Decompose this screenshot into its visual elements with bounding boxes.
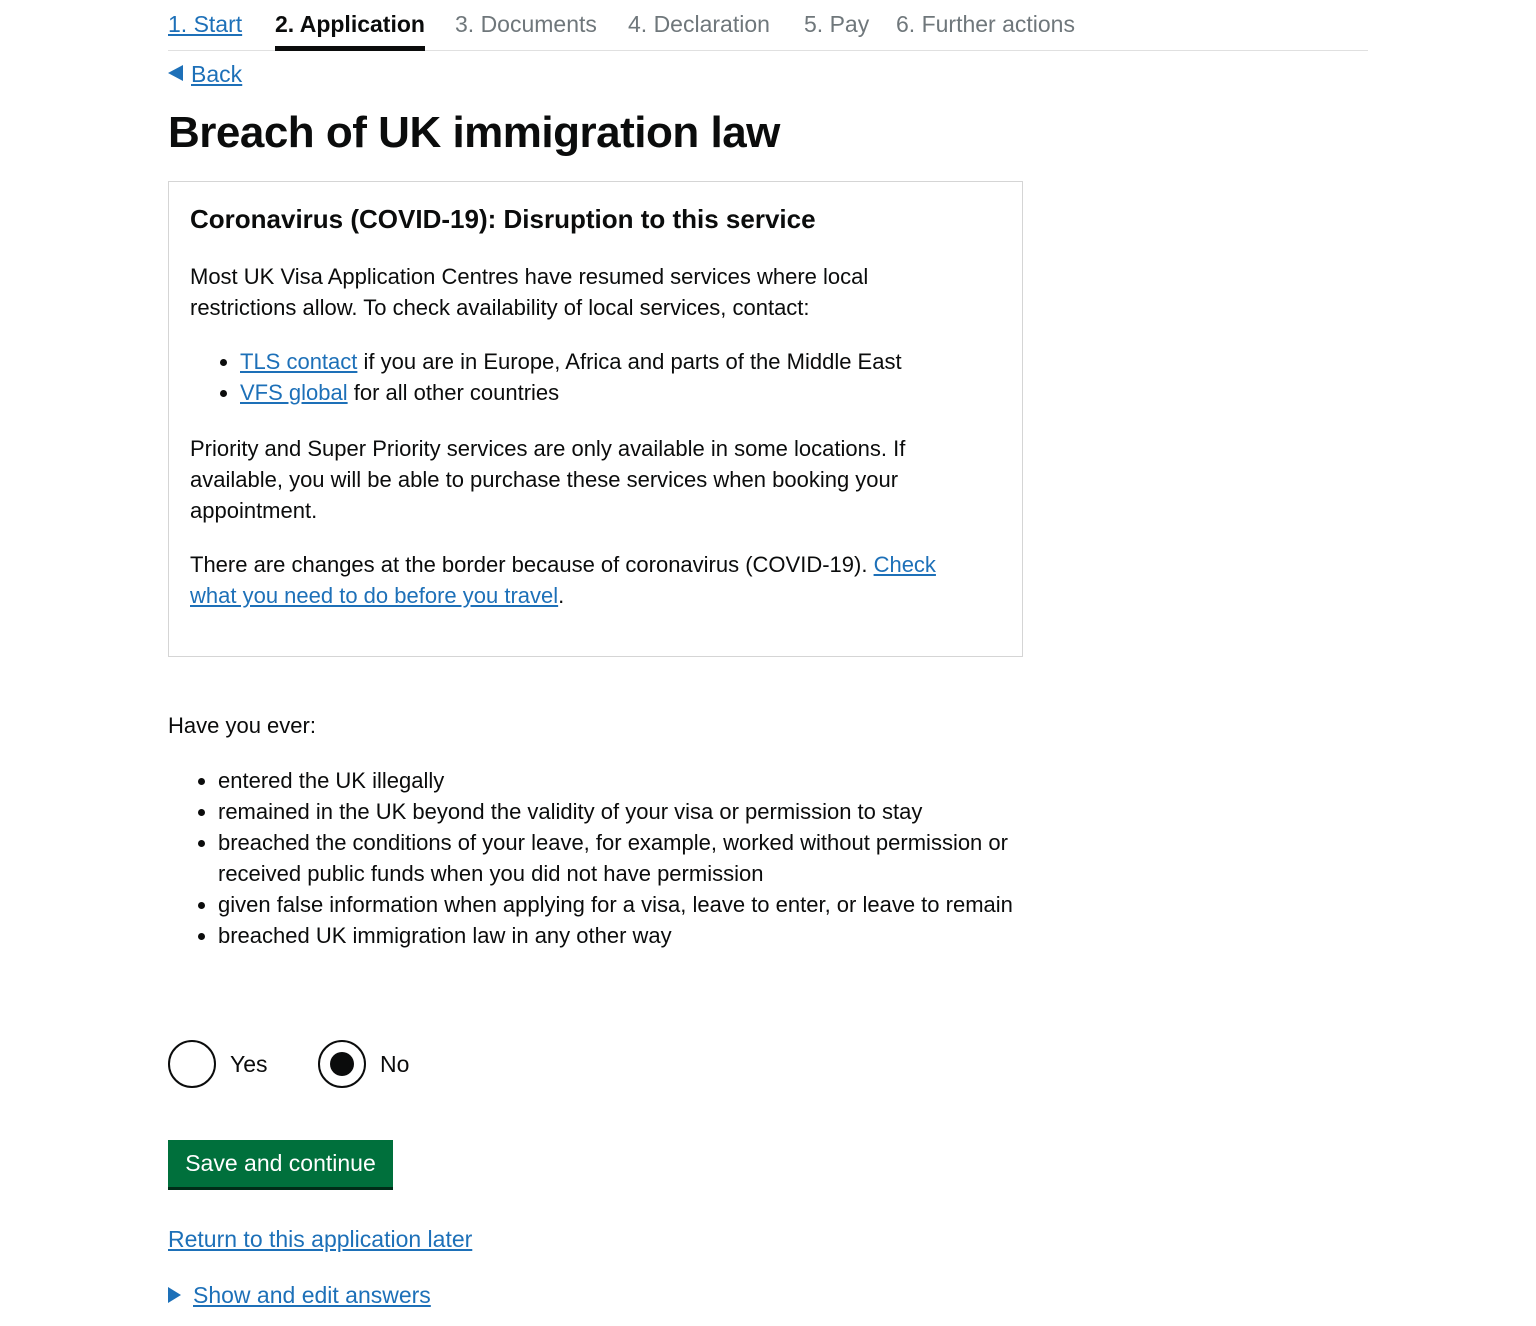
step-further-actions: 6. Further actions (896, 11, 1075, 37)
list-item: • entered the UK illegally (218, 765, 1018, 796)
list-item (240, 377, 1000, 408)
triangle-right-icon (168, 1287, 181, 1303)
show-edit-answers-label[interactable]: Show and edit answers (193, 1282, 431, 1308)
yes-no-radio-group (168, 1040, 568, 1088)
show-edit-answers-toggle[interactable] (168, 1280, 431, 1310)
step-documents: 3. Documents (455, 11, 597, 37)
step-declaration: 4. Declaration (628, 11, 770, 37)
return-later-link[interactable]: Return to this application later (168, 1226, 473, 1252)
list-item: • remained in the UK beyond the validity of your visa or permission to stay (218, 796, 1018, 827)
list-item: • breached the conditions of your leave, for example, worked without permission or received public funds when you did not have permission (218, 827, 1018, 889)
tls-contact-link[interactable]: TLS contact (240, 349, 358, 374)
step-application-current: 2. Application (275, 11, 425, 37)
radio-yes-circle[interactable] (168, 1040, 216, 1088)
step-navigation (168, 0, 1368, 51)
radio-yes[interactable] (168, 1040, 278, 1088)
list-item (240, 346, 1000, 377)
radio-yes-label[interactable]: Yes (230, 1051, 268, 1077)
radio-no[interactable] (318, 1040, 428, 1088)
tls-contact-text: if you are in Europe, Africa and parts of the Middle East (357, 349, 902, 374)
radio-no-circle[interactable] (318, 1040, 366, 1088)
contact-list (190, 346, 1000, 408)
priority-services-text: Priority and Super Priority services are only available in some locations. If available, you will be able to purchase these services when booking your appointment. (190, 436, 906, 523)
save-and-continue-button[interactable]: Save and continue (168, 1140, 393, 1187)
covid-notice-panel (168, 181, 1023, 657)
notice-heading: Coronavirus (COVID-19): Disruption to this service (190, 204, 816, 234)
radio-selected-dot (330, 1052, 354, 1076)
vfs-global-text: for all other countries (347, 380, 560, 405)
border-changes-sentence: There are changes at the border because of coronavirus (COVID-19). (190, 552, 874, 577)
check-before-travel-link[interactable]: Check what you need to do before you travel (190, 552, 936, 608)
step-start-link[interactable]: 1. Start (168, 11, 243, 37)
back-link-label: Back (191, 61, 243, 87)
border-changes-end: . (558, 583, 565, 608)
page-title: Breach of UK immigration law (168, 108, 780, 157)
triangle-left-icon (168, 65, 183, 81)
border-changes-text (190, 549, 970, 611)
notice-intro: Most UK Visa Application Centres have resumed services where local restrictions allow. To check availability of local services, contact: (190, 264, 869, 320)
step-pay: 5. Pay (804, 11, 870, 37)
back-link[interactable] (168, 60, 242, 88)
list-item: • given false information when applying for a visa, leave to enter, or leave to remain (218, 889, 1018, 920)
breach-conditions-list (168, 765, 1018, 951)
radio-no-label[interactable]: No (380, 1051, 410, 1077)
list-item: • breached UK immigration law in any other way (218, 920, 1018, 951)
vfs-global-link[interactable]: VFS global (240, 380, 348, 405)
question-intro: Have you ever: (168, 713, 316, 738)
